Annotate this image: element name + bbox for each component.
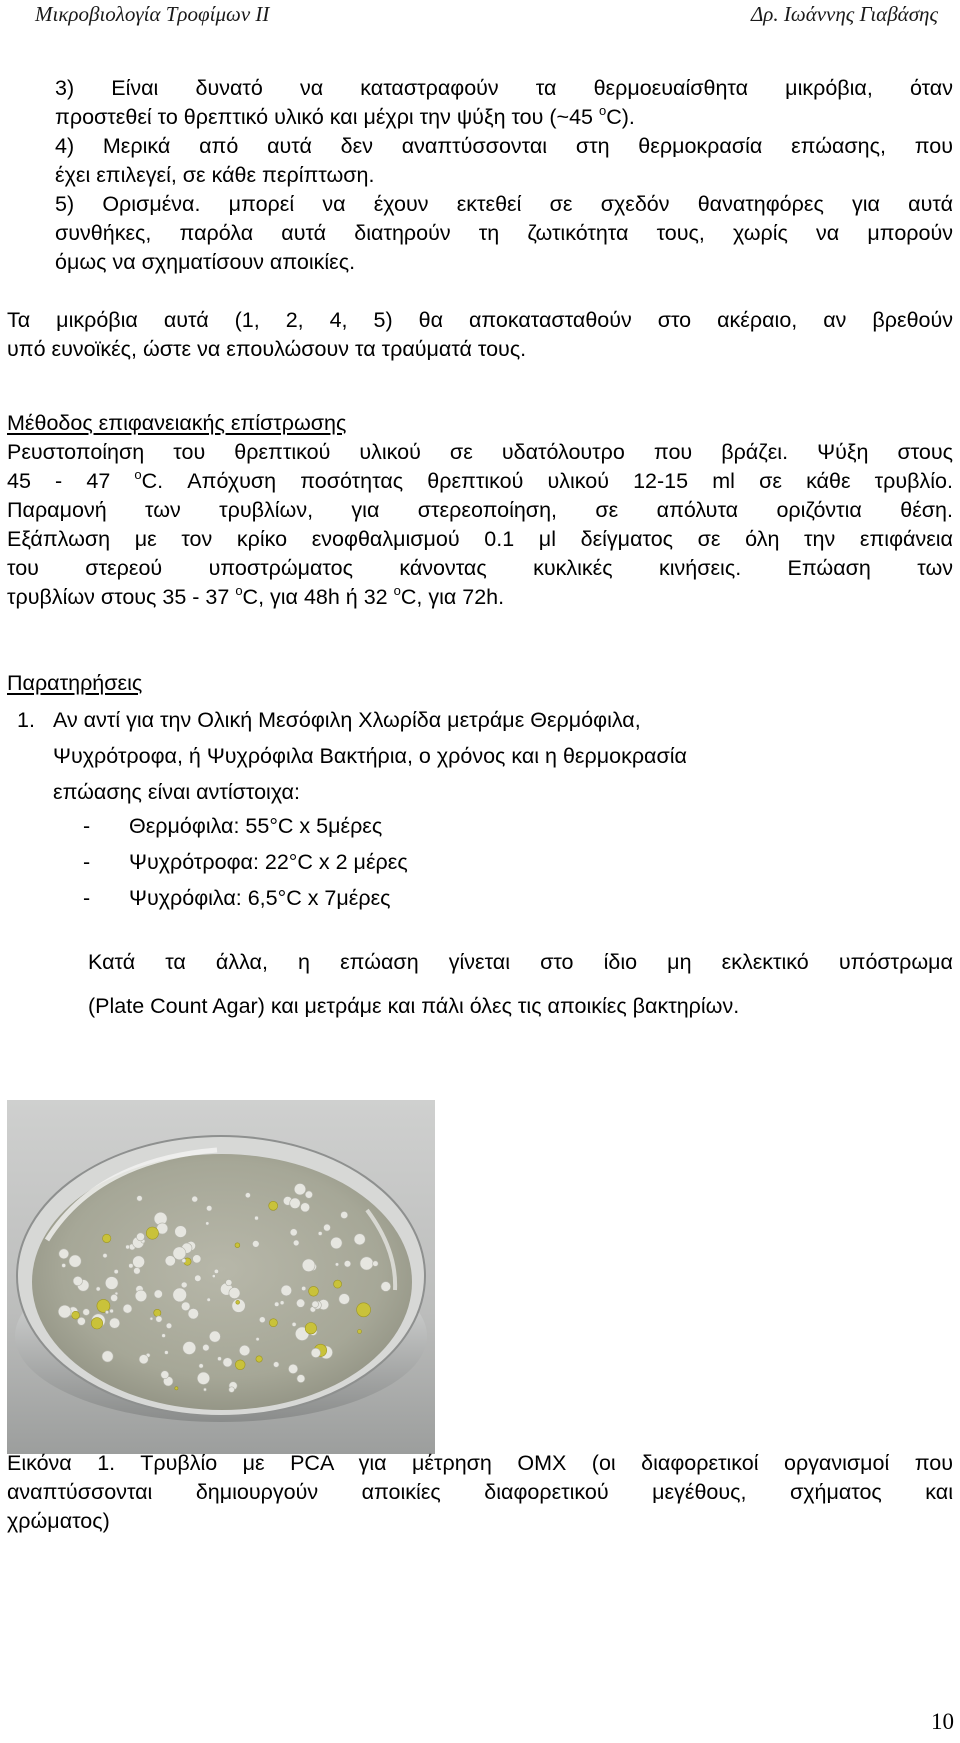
bacterial-colony	[255, 1216, 259, 1220]
summary-paragraph	[7, 306, 953, 364]
dash-item-text: Ψυχρότροφα: 22°C x 2 μέρες	[129, 850, 408, 874]
bacterial-colony	[223, 1358, 232, 1367]
bacterial-colony	[114, 1269, 118, 1273]
bacterial-colony	[97, 1299, 110, 1312]
degree-superscript: o	[235, 583, 243, 598]
bacterial-colony	[83, 1309, 90, 1316]
notes-line: επώασης είναι αντίστοιχα:	[53, 780, 300, 804]
bacterial-colony	[96, 1287, 100, 1291]
method-line: του στερεού υποστρώματος κάνοντας κυκλικές κινήσεις. Επώαση των	[7, 556, 953, 580]
bacterial-colony	[73, 1276, 82, 1285]
bacterial-colony	[212, 1275, 215, 1278]
bacterial-colony	[150, 1317, 153, 1320]
bacterial-colony	[195, 1275, 202, 1282]
bacterial-colony	[111, 1294, 118, 1301]
bacterial-colony	[381, 1282, 391, 1292]
bacterial-colony	[302, 1259, 315, 1272]
list-item-4-line: έχει επιλεγεί, σε κάθε περίπτωση.	[55, 163, 375, 187]
notes-heading-wrap	[7, 669, 953, 698]
bacterial-colony	[209, 1331, 220, 1342]
bacterial-colony	[77, 1317, 85, 1325]
notes-paragraph	[88, 940, 953, 1028]
bacterial-colony	[72, 1311, 80, 1319]
paragraph-line: Τα μικρόβια αυτά (1, 2, 4, 5) θα αποκατασταθούν στο ακέραιο, αν βρεθούν	[7, 308, 953, 332]
bacterial-colony	[259, 1317, 265, 1323]
notes-line: Ψυχρότροφα, ή Ψυχρόφιλα Βακτήρια, ο χρόνος και η θερμοκρασία	[53, 744, 687, 768]
bacterial-colony	[181, 1282, 187, 1288]
bacterial-colony	[69, 1255, 81, 1267]
bacterial-colony	[235, 1360, 245, 1370]
dash-item	[83, 812, 382, 841]
bacterial-colony	[129, 1264, 134, 1269]
list-item-5-line: όμως να σχηματίσουν αποικίες.	[55, 250, 356, 274]
method-line: Παραμονή των τρυβλίων, για στερεοποίηση, σε απόλυτα οριζόντια θέση.	[7, 498, 953, 522]
bacterial-colony	[207, 1298, 211, 1302]
bacterial-colony	[256, 1356, 262, 1362]
bacterial-colony	[110, 1309, 114, 1313]
bacterial-colony	[214, 1269, 218, 1273]
bacterial-colony	[312, 1301, 319, 1308]
bacterial-colony	[297, 1375, 305, 1383]
text-run: προστεθεί το θρεπτικό υλικό και μέχρι την ψύξη του (~45	[55, 105, 599, 129]
bacterial-colony	[324, 1224, 331, 1231]
list-item-3-line: 3) Είναι δυνατό να καταστραφούν τα θερμοευαίσθητα μικρόβια, όταν	[55, 76, 953, 100]
bacterial-colony	[373, 1261, 379, 1267]
bacterial-colony	[290, 1229, 297, 1236]
notes-item-text	[53, 702, 933, 810]
method-line: Ρευστοποίηση του θρεπτικού υλικού σε υδατόλουτρο που βράζει. Ψύξη στους	[7, 440, 953, 464]
bacterial-colony	[109, 1318, 119, 1328]
bacterial-colony	[154, 1309, 161, 1316]
bacterial-colony	[331, 1237, 343, 1249]
caption-line: χρώματος)	[7, 1509, 110, 1533]
method-heading: Μέθοδος επιφανειακής επίστρωσης	[7, 411, 347, 435]
bacterial-colony	[218, 1357, 222, 1361]
bacterial-colony	[139, 1355, 148, 1364]
bacterial-colony	[274, 1302, 279, 1307]
bacterial-colony	[256, 1337, 259, 1340]
bacterial-colony	[173, 1247, 186, 1260]
notes-heading: Παρατηρήσεις	[7, 671, 143, 695]
dash-bullet: -	[83, 850, 91, 874]
bacterial-colony	[126, 1245, 130, 1249]
running-header-author: Δρ. Ιωάννης Γιαβάσης	[750, 2, 938, 26]
degree-superscript: o	[393, 583, 401, 598]
petri-dish-image	[7, 1100, 435, 1454]
running-header-title: Μικροβιολογία Τροφίμων ΙΙ	[35, 2, 270, 26]
bacterial-colony	[269, 1319, 277, 1327]
bacterial-colony	[318, 1232, 322, 1236]
bacterial-colony	[341, 1211, 348, 1218]
bacterial-colony	[166, 1323, 172, 1329]
bacterial-colony	[344, 1261, 351, 1268]
bacterial-colony	[358, 1330, 362, 1334]
bacterial-colony	[311, 1348, 320, 1357]
bacterial-colony	[123, 1304, 132, 1313]
petri-dish-photo	[7, 1100, 435, 1454]
bacterial-colony	[175, 1226, 187, 1238]
bacterial-colony	[292, 1322, 296, 1326]
page-number: 10	[931, 1709, 954, 1734]
bacterial-colony	[102, 1351, 113, 1362]
bacterial-colony	[339, 1294, 350, 1305]
bacterial-colony	[137, 1233, 145, 1241]
bacterial-colony	[302, 1286, 306, 1290]
bacterial-colony	[296, 1299, 304, 1307]
bacterial-colony	[309, 1286, 319, 1296]
bacterial-colony	[173, 1288, 187, 1302]
bacterial-colony	[206, 1206, 212, 1212]
bacterial-colony	[305, 1191, 312, 1198]
list-item-4-line: 4) Μερικά από αυτά δεν αναπτύσσονται στη θερμοκρασία επώασης, που	[55, 134, 953, 158]
bacterial-colony	[354, 1234, 365, 1245]
bacterial-colony	[245, 1193, 250, 1198]
bacterial-colony	[305, 1323, 316, 1334]
bacterial-colony	[134, 1267, 141, 1274]
bacterial-colony	[156, 1316, 162, 1322]
text-run: τρυβλίων στους 35 - 37	[7, 585, 236, 609]
bacterial-colony	[135, 1290, 147, 1302]
bacterial-colony	[335, 1263, 338, 1266]
bacterial-colony	[293, 1240, 299, 1246]
figure-caption	[7, 1449, 953, 1536]
notes-paragraph-line: Κατά τα άλλα, η επώαση γίνεται στο ίδιο μη εκλεκτικό υπόστρωμα	[88, 950, 953, 974]
bacterial-colony	[360, 1257, 373, 1270]
degree-superscript: o	[598, 103, 607, 118]
bacterial-colony	[59, 1249, 69, 1259]
bacterial-colony	[103, 1253, 107, 1257]
bacterial-colony	[154, 1290, 162, 1298]
bacterial-colony	[197, 1372, 209, 1384]
dash-item-text: Ψυχρόφιλα: 6,5°C x 7μέρες	[129, 886, 391, 910]
item-number: 1.	[17, 708, 35, 732]
bacterial-colony	[294, 1184, 305, 1195]
bacterial-colony	[236, 1300, 240, 1304]
notes-line: Αν αντί για την Ολική Μεσόφιλη Χλωρίδα μετράμε Θερμόφιλα,	[53, 708, 641, 732]
bacterial-colony	[188, 1308, 199, 1319]
bacterial-colony	[181, 1302, 190, 1311]
bacterial-colony	[192, 1196, 198, 1202]
list-item-3-line	[55, 103, 953, 132]
bacterial-colony	[91, 1318, 102, 1329]
bacterial-colony	[334, 1280, 342, 1288]
bacterial-colony	[280, 1301, 284, 1305]
bacterial-colony	[290, 1198, 301, 1209]
list-item-5-line: συνθήκες, παρόλα αυτά διατηρούν τη ζωτικότητα τους, χωρίς να μπορούν	[55, 221, 953, 245]
bacterial-colony	[204, 1388, 207, 1391]
bacterial-colony	[183, 1342, 196, 1355]
bacterial-colony	[229, 1288, 240, 1299]
dash-item	[83, 848, 408, 877]
bacterial-colony	[133, 1256, 145, 1268]
method-section	[7, 409, 953, 612]
bacterial-colony	[199, 1364, 203, 1368]
bacterial-colony	[165, 1351, 169, 1355]
bacterial-colony	[105, 1277, 118, 1290]
text-run: 45 - 47	[7, 469, 135, 493]
bacterial-colony	[105, 1311, 108, 1314]
bacterial-colony	[137, 1196, 143, 1202]
dash-bullet: -	[83, 886, 91, 910]
bacterial-colony	[288, 1364, 297, 1373]
dash-bullet: -	[83, 814, 91, 838]
dash-item	[83, 884, 391, 913]
paragraph-line: υπό ευνοϊκές, ώστε να επουλώσουν τα τραύματά τους.	[7, 337, 527, 361]
bacterial-colony	[175, 1387, 178, 1390]
bacterial-colony	[229, 1387, 235, 1393]
method-line	[7, 467, 953, 496]
method-line: Εξάπλωση με τον κρίκο ενοφθαλμισμού 0.1 μl δείγματος σε όλη την επιφάνεια	[7, 527, 953, 551]
caption-line: Εικόνα 1. Τρυβλίο με PCA για μέτρηση ΟΜΧ (οι διαφορετικοί οργανισμοί που	[7, 1451, 953, 1475]
bacterial-colony	[226, 1279, 232, 1285]
text-run: C. Απόχυση ποσότητας θρεπτικού υλικού 12-15 ml σε κάθε τρυβλίο.	[141, 469, 953, 493]
bacterial-colony	[281, 1285, 292, 1296]
bacterial-colony	[357, 1303, 371, 1317]
list-item-5-line: 5) Ορισμένα. μπορεί να έχουν εκτεθεί σε σχεδόν θανατηφόρες για αυτά	[55, 192, 953, 216]
method-line	[7, 583, 953, 612]
bacterial-colony	[239, 1345, 250, 1356]
bacterial-colony	[203, 1344, 210, 1351]
bacterial-colony	[301, 1203, 310, 1212]
bacterial-colony	[146, 1227, 158, 1239]
notes-paragraph-line: (Plate Count Agar) και μετράμε και πάλι όλες τις αποικίες βακτηρίων.	[88, 994, 740, 1018]
bacterial-colony	[161, 1371, 169, 1379]
bacterial-colony	[58, 1305, 71, 1318]
text-run: C, για 48h ή 32	[242, 585, 394, 609]
bacterial-colony	[162, 1334, 166, 1338]
text-run: C).	[606, 105, 635, 129]
text-run: C, για 72h.	[400, 585, 505, 609]
bacterial-colony	[62, 1264, 66, 1268]
bacterial-colony	[273, 1362, 279, 1368]
degree-superscript: o	[134, 467, 142, 482]
dash-item-text: Θερμόφιλα: 55°C x 5μέρες	[129, 814, 383, 838]
list-block	[55, 74, 953, 277]
caption-line: αναπτύσσονται δημιουργούν αποικίες διαφορετικού μεγέθους, σχήματος και	[7, 1480, 953, 1504]
bacterial-colony	[193, 1255, 201, 1263]
bacterial-colony	[235, 1243, 240, 1248]
bacterial-colony	[206, 1222, 209, 1225]
bacterial-colony	[269, 1201, 278, 1210]
bacterial-colony	[252, 1241, 259, 1248]
bacterial-colony	[103, 1234, 111, 1242]
